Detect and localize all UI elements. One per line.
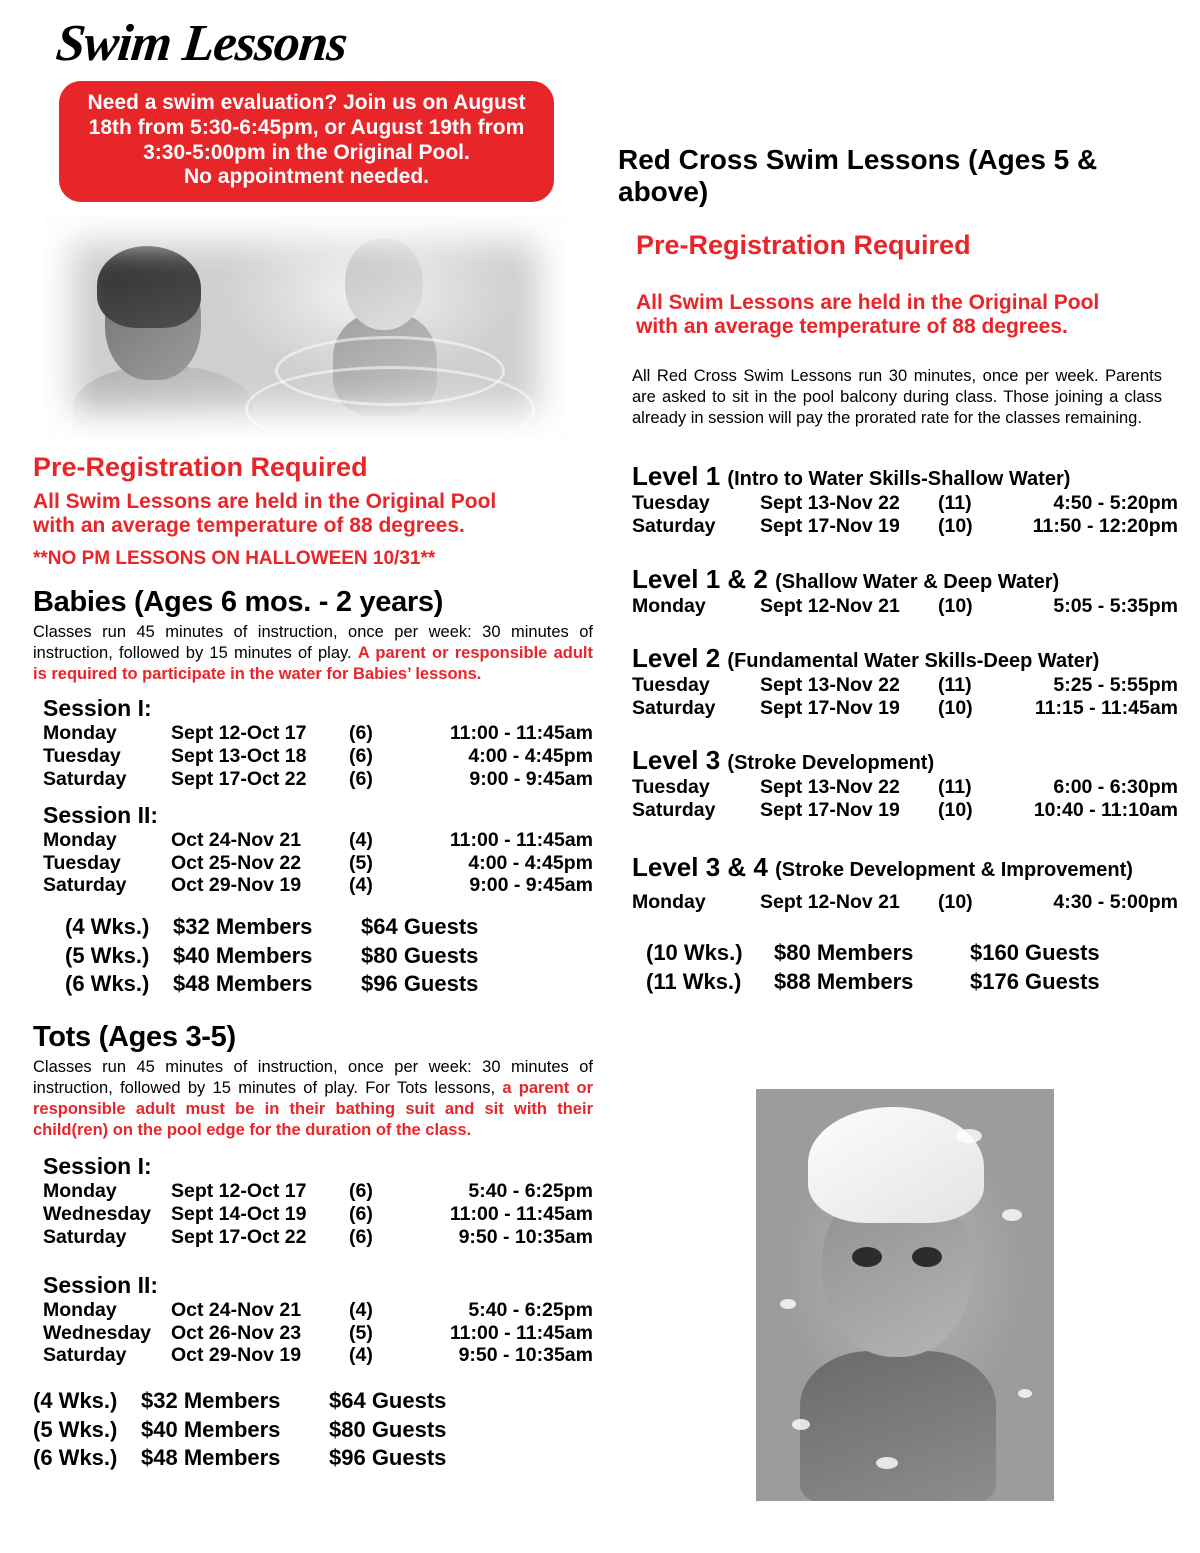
- table-row: [632, 799, 1178, 822]
- schedule-weeks: (6): [349, 1180, 373, 1203]
- schedule-time: 5:40 - 6:25pm: [468, 1299, 593, 1322]
- table-row: [43, 768, 593, 791]
- schedule-time: 9:50 - 10:35am: [458, 1344, 593, 1367]
- red-cross-description: All Red Cross Swim Lessons run 30 minutes, once per week. Parents are asked to sit in the pool balcony during class. Those joining a class already in session will pay the prorated rate for the classes remaining.: [632, 367, 1162, 428]
- level-block-2: [632, 564, 1178, 618]
- schedule-day: Saturday: [43, 874, 127, 897]
- schedule-day: Tuesday: [43, 851, 121, 874]
- schedule-time: 4:00 - 4:45pm: [468, 745, 593, 768]
- level-3-4-schedule: [632, 891, 1178, 914]
- table-row: [43, 852, 593, 875]
- level-1-2-title: [632, 564, 1178, 595]
- tots-description-emphasis: a parent or responsible adult must be in their bathing suit and sit with their child(ren) on the pool edge for the duration of the class.: [33, 1078, 593, 1140]
- price-members: $32 Members: [173, 914, 313, 940]
- schedule-dates: Sept 14-Oct 19: [171, 1202, 307, 1225]
- price-weeks: (10 Wks.): [646, 940, 743, 966]
- schedule-time: 6:00 - 6:30pm: [1053, 776, 1178, 799]
- schedule-dates: Sept 17-Nov 19: [760, 696, 900, 719]
- levels-list: [632, 461, 1178, 913]
- level-name: Level 3 & 4: [632, 851, 768, 882]
- right-pool-note-line-2: with an average temperature of 88 degrees.: [636, 314, 1068, 338]
- schedule-day: Saturday: [632, 696, 716, 719]
- price-weeks: (4 Wks.): [33, 1387, 118, 1413]
- left-pre-registration-heading: Pre-Registration Required: [33, 452, 368, 483]
- schedule-dates: Sept 13-Nov 22: [760, 674, 900, 697]
- table-row: [43, 1344, 593, 1367]
- right-pre-registration-heading: Pre-Registration Required: [636, 230, 971, 260]
- schedule-time: 4:50 - 5:20pm: [1053, 492, 1178, 515]
- price-weeks: (6 Wks.): [33, 1445, 118, 1471]
- schedule-weeks: (11): [938, 776, 972, 799]
- tots-section: [33, 1021, 593, 1473]
- babies-section: [33, 586, 593, 999]
- price-guests: $64 Guests: [329, 1387, 447, 1413]
- schedule-dates: Sept 17-Nov 19: [760, 514, 900, 537]
- schedule-day: Monday: [43, 1299, 117, 1322]
- babies-price-table: [65, 913, 478, 999]
- schedule-dates: Sept 12-Oct 17: [171, 1180, 307, 1203]
- red-cross-price-table: [646, 939, 1100, 996]
- table-row: [646, 968, 1100, 997]
- left-pool-note-line-2: with an average temperature of 88 degrees.: [33, 513, 465, 537]
- level-2-title: [632, 643, 1178, 674]
- schedule-day: Wednesday: [43, 1202, 152, 1225]
- table-row: [43, 745, 593, 768]
- table-row: [43, 874, 593, 897]
- schedule-weeks: (4): [349, 874, 373, 897]
- price-members: $32 Members: [141, 1387, 281, 1413]
- level-name: Level 3: [632, 745, 721, 776]
- tots-price-table: [33, 1387, 446, 1473]
- babies-description-emphasis: A parent or responsible adult is required to participate in the water for Babies’ lessons.: [33, 644, 593, 684]
- schedule-weeks: (6): [349, 1225, 373, 1248]
- schedule-time: 5:25 - 5:55pm: [1053, 674, 1178, 697]
- price-guests: $96 Guests: [329, 1445, 447, 1471]
- level-block-3: [632, 643, 1178, 719]
- schedule-weeks: (4): [349, 829, 373, 852]
- schedule-day: Saturday: [632, 799, 716, 822]
- table-row: [632, 891, 1178, 914]
- schedule-weeks: (10): [938, 890, 973, 913]
- price-weeks: (5 Wks.): [65, 942, 150, 968]
- schedule-day: Tuesday: [632, 776, 710, 799]
- callout-line-3: 3:30-5:00pm in the Original Pool.: [143, 140, 470, 164]
- table-row: [632, 492, 1178, 515]
- schedule-time: 5:40 - 6:25pm: [468, 1180, 593, 1203]
- table-row: [33, 1444, 446, 1473]
- level-3-title: [632, 745, 1178, 776]
- schedule-dates: Sept 17-Oct 22: [171, 1225, 307, 1248]
- right-pool-note-line-1: All Swim Lessons are held in the Original Pool: [636, 291, 1100, 314]
- level-1-title: [632, 461, 1178, 492]
- schedule-day: Monday: [632, 890, 706, 913]
- tots-session-2-label: Session II:: [43, 1272, 159, 1299]
- table-row: [43, 1203, 593, 1226]
- schedule-dates: Oct 26-Nov 23: [171, 1321, 302, 1344]
- schedule-time: 11:00 - 11:45am: [449, 722, 593, 745]
- level-subtitle: (Stroke Development): [727, 752, 935, 775]
- schedule-time: 5:05 - 5:35pm: [1053, 594, 1178, 617]
- schedule-day: Saturday: [43, 1225, 127, 1248]
- table-row: [43, 1299, 593, 1322]
- table-row: [33, 1416, 446, 1445]
- price-members: $80 Members: [774, 940, 914, 966]
- tots-title: Tots (Ages 3-5): [33, 1020, 236, 1053]
- schedule-dates: Sept 12-Nov 21: [760, 890, 900, 913]
- babies-session-1-label: Session I:: [43, 695, 152, 722]
- level-3-schedule: [632, 776, 1178, 821]
- schedule-dates: Sept 12-Oct 17: [171, 722, 307, 745]
- schedule-day: Tuesday: [632, 674, 710, 697]
- schedule-day: Saturday: [43, 1344, 127, 1367]
- schedule-weeks: (10): [938, 594, 973, 617]
- schedule-weeks: (11): [938, 674, 972, 697]
- schedule-weeks: (4): [349, 1344, 373, 1367]
- schedule-weeks: (6): [349, 1202, 373, 1225]
- babies-title: Babies (Ages 6 mos. - 2 years): [33, 586, 444, 619]
- schedule-day: Tuesday: [43, 745, 121, 768]
- level-name: Level 1 & 2: [632, 563, 768, 594]
- schedule-dates: Sept 13-Oct 18: [171, 745, 307, 768]
- price-weeks: (5 Wks.): [33, 1416, 118, 1442]
- price-guests: $96 Guests: [361, 971, 479, 997]
- callout-line-4: No appointment needed.: [183, 165, 429, 189]
- price-members: $88 Members: [774, 968, 914, 994]
- schedule-time: 4:30 - 5:00pm: [1053, 890, 1178, 913]
- schedule-day: Saturday: [632, 514, 716, 537]
- red-cross-title: Red Cross Swim Lessons (Ages 5 & above): [618, 144, 1098, 207]
- schedule-weeks: (4): [349, 1299, 373, 1322]
- schedule-dates: Sept 12-Nov 21: [760, 594, 900, 617]
- price-guests: $80 Guests: [329, 1416, 447, 1442]
- table-row: [632, 515, 1178, 538]
- price-guests: $176 Guests: [970, 968, 1100, 994]
- photo-adult-and-baby-in-pool: [45, 216, 565, 438]
- tots-session-1-label: Session I:: [43, 1153, 152, 1180]
- schedule-weeks: (11): [938, 492, 972, 515]
- level-3-4-title: [632, 852, 1178, 883]
- price-guests: $80 Guests: [361, 942, 479, 968]
- schedule-dates: Oct 24-Nov 21: [171, 1299, 302, 1322]
- level-block-4: [632, 745, 1178, 821]
- table-row: [65, 913, 478, 942]
- level-subtitle: (Intro to Water Skills-Shallow Water): [727, 468, 1071, 491]
- table-row: [43, 1180, 593, 1203]
- price-members: $40 Members: [141, 1416, 281, 1442]
- table-row: [632, 595, 1178, 618]
- left-column: [33, 0, 593, 1473]
- level-2-schedule: [632, 674, 1178, 719]
- table-row: [43, 1226, 593, 1249]
- schedule-weeks: (5): [349, 851, 373, 874]
- schedule-day: Monday: [43, 829, 117, 852]
- schedule-day: Wednesday: [43, 1321, 152, 1344]
- level-1-schedule: [632, 492, 1178, 537]
- level-subtitle: (Stroke Development & Improvement): [775, 858, 1133, 881]
- schedule-day: Monday: [632, 594, 706, 617]
- schedule-day: Saturday: [43, 767, 127, 790]
- price-members: $48 Members: [173, 971, 313, 997]
- schedule-time: 9:00 - 9:45am: [469, 767, 593, 790]
- swim-evaluation-callout: [59, 81, 554, 202]
- page-title: Swim Lessons: [53, 15, 350, 72]
- level-subtitle: (Shallow Water & Deep Water): [775, 570, 1060, 593]
- schedule-day: Tuesday: [632, 492, 710, 515]
- tots-description: [33, 1057, 593, 1141]
- table-row: [65, 970, 478, 999]
- schedule-dates: Sept 13-Nov 22: [760, 492, 900, 515]
- price-guests: $160 Guests: [970, 940, 1100, 966]
- tots-session-1-schedule: [43, 1180, 593, 1248]
- babies-description: [33, 622, 593, 685]
- halloween-note: **NO PM LESSONS ON HALLOWEEN 10/31**: [33, 548, 436, 570]
- table-row: [65, 942, 478, 971]
- schedule-dates: Sept 17-Nov 19: [760, 799, 900, 822]
- table-row: [632, 776, 1178, 799]
- level-block-5: [632, 852, 1178, 914]
- price-weeks: (4 Wks.): [65, 914, 150, 940]
- level-name: Level 1: [632, 461, 721, 492]
- babies-session-1-schedule: [43, 722, 593, 790]
- schedule-weeks: (6): [349, 767, 373, 790]
- schedule-dates: Sept 13-Nov 22: [760, 776, 900, 799]
- schedule-dates: Oct 29-Nov 19: [171, 1344, 302, 1367]
- level-subtitle: (Fundamental Water Skills-Deep Water): [727, 650, 1100, 673]
- babies-description-plain: Classes run 45 minutes of instruction, once per week: 30 minutes of instruction, followed by 15 minutes of play.: [33, 623, 593, 663]
- schedule-time: 10:40 - 11:10am: [1033, 799, 1178, 822]
- schedule-dates: Sept 17-Oct 22: [171, 767, 307, 790]
- callout-line-2: 18th from 5:30-6:45pm, or August 19th from: [88, 115, 525, 139]
- babies-session-2-schedule: [43, 829, 593, 897]
- schedule-dates: Oct 25-Nov 22: [171, 851, 302, 874]
- schedule-weeks: (6): [349, 745, 373, 768]
- schedule-weeks: (10): [938, 514, 973, 537]
- schedule-time: 9:00 - 9:45am: [469, 874, 593, 897]
- schedule-time: 11:00 - 11:45am: [449, 829, 593, 852]
- right-column: [618, 0, 1178, 996]
- schedule-day: Monday: [43, 1180, 117, 1203]
- table-row: [43, 722, 593, 745]
- table-row: [646, 939, 1100, 968]
- babies-session-2-label: Session II:: [43, 802, 159, 829]
- schedule-time: 4:00 - 4:45pm: [468, 851, 593, 874]
- price-guests: $64 Guests: [361, 914, 479, 940]
- callout-line-1: Need a swim evaluation? Join us on August: [87, 91, 526, 114]
- tots-description-plain: Classes run 45 minutes of instruction, once per week: 30 minutes of instruction, followed by 15 minutes of play. For Tots lessons,: [33, 1057, 593, 1097]
- schedule-time: 9:50 - 10:35am: [458, 1225, 593, 1248]
- schedule-dates: Oct 29-Nov 19: [171, 874, 302, 897]
- schedule-weeks: (5): [349, 1321, 373, 1344]
- price-weeks: (11 Wks.): [646, 968, 742, 994]
- schedule-time: 11:00 - 11:45am: [449, 1321, 593, 1344]
- level-block-1: [632, 461, 1178, 537]
- table-row: [43, 829, 593, 852]
- table-row: [33, 1387, 446, 1416]
- schedule-time: 11:50 - 12:20pm: [1032, 514, 1178, 537]
- left-pool-note-line-1: All Swim Lessons are held in the Original Pool: [33, 490, 497, 514]
- price-members: $40 Members: [173, 942, 313, 968]
- table-row: [632, 697, 1178, 720]
- schedule-dates: Oct 24-Nov 21: [171, 829, 302, 852]
- schedule-time: 11:00 - 11:45am: [449, 1202, 593, 1225]
- price-weeks: (6 Wks.): [65, 971, 150, 997]
- level-1-2-schedule: [632, 595, 1178, 618]
- schedule-weeks: (6): [349, 722, 373, 745]
- schedule-time: 11:15 - 11:45am: [1034, 696, 1178, 719]
- schedule-weeks: (10): [938, 696, 973, 719]
- price-members: $48 Members: [141, 1445, 281, 1471]
- level-name: Level 2: [632, 643, 721, 674]
- tots-session-2-schedule: [43, 1299, 593, 1367]
- table-row: [632, 674, 1178, 697]
- schedule-day: Monday: [43, 722, 117, 745]
- schedule-weeks: (10): [938, 799, 973, 822]
- photo-child-in-swim-cap: [756, 1089, 1054, 1501]
- table-row: [43, 1322, 593, 1345]
